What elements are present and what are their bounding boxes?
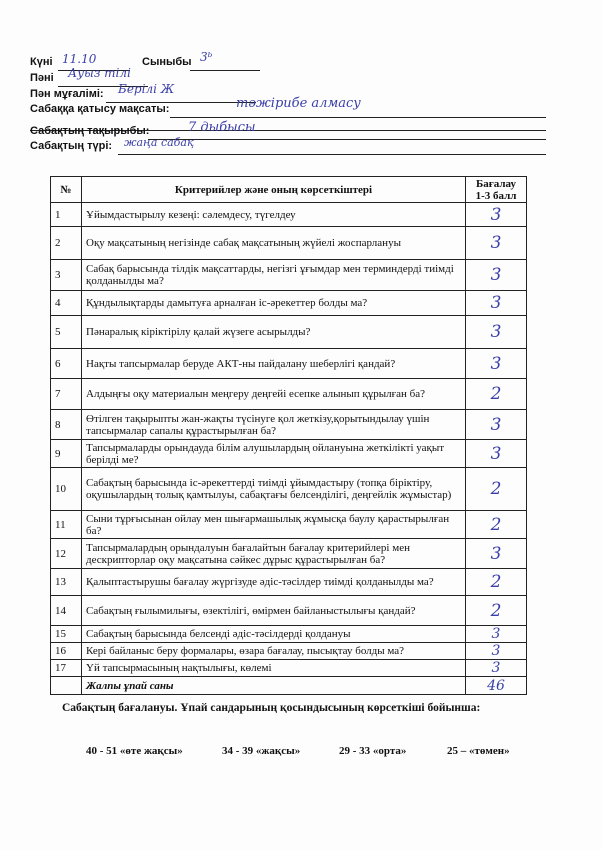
table-row	[51, 660, 527, 677]
table-row	[51, 596, 527, 626]
table-row	[51, 511, 527, 539]
grade-good: 34 - 39 «жақсы»	[222, 745, 301, 757]
class-line	[190, 70, 260, 71]
grade-excellent: 40 - 51 «өте жақсы»	[86, 745, 183, 757]
row-text: Тапсырмаларды орындауда білім алушылардың ойлануына жеткілікті уақыт берілді ме?	[82, 440, 466, 468]
row-score: 3	[466, 227, 527, 260]
purpose-line	[170, 117, 546, 118]
row-text: Сабақтың барысында іс-әрекеттерді тиімді ұйымдастыру (топқа біріктіру, оқушылардың толық қамтылуы, сабақтағы белсенділігі, деңгейлік жұмыстар)	[82, 468, 466, 511]
row-num: 2	[51, 227, 82, 260]
row-num: 8	[51, 410, 82, 440]
row-text: Өтілген тақырыпты жан-жақты түсінуге қол жеткізу,қорытындылау үшін тапсырмалар сапалы құрастырылған ба?	[82, 410, 466, 440]
date-value: 11.10	[62, 52, 97, 66]
grade-low: 25 – «төмен»	[447, 745, 510, 757]
row-num: 3	[51, 260, 82, 291]
topic-label: Сабақтың тақырыбы:	[30, 125, 150, 137]
header-num: №	[51, 177, 82, 203]
row-score: 2	[466, 596, 527, 626]
row-score: 3	[466, 539, 527, 569]
row-score: 3	[466, 260, 527, 291]
row-score: 3	[466, 291, 527, 316]
subject-label: Пәні	[30, 72, 54, 84]
table-row	[51, 468, 527, 511]
row-text: Тапсырмалардың орындалуын бағалайтын бағалау критерийлері мен дескрипторлар оқу мақсатына сәйкес дұрыс құрастырылған ба?	[82, 539, 466, 569]
row-score: 3	[466, 643, 527, 660]
row-text: Сабақтың барысында белсенді әдіс-тәсілдерді қолдануы	[82, 626, 466, 643]
row-score: 3	[466, 316, 527, 349]
table-row	[51, 569, 527, 596]
table-row	[51, 316, 527, 349]
total-label: Жалпы ұпай саны	[82, 677, 466, 695]
row-score: 3	[466, 440, 527, 468]
class-label: Сыныбы	[142, 56, 192, 68]
row-score: 2	[466, 468, 527, 511]
table-row	[51, 227, 527, 260]
topic-value: 7 дыбысы	[188, 120, 256, 135]
row-num: 4	[51, 291, 82, 316]
row-score: 2	[466, 569, 527, 596]
row-score: 3	[466, 349, 527, 379]
date-label: Күні	[30, 56, 53, 68]
type-line	[118, 154, 546, 155]
row-text: Құндылықтарды дамытуға арналған іс-әрекеттер болды ма?	[82, 291, 466, 316]
table-row	[51, 203, 527, 227]
row-num: 16	[51, 643, 82, 660]
row-num: 13	[51, 569, 82, 596]
table-header-row	[51, 177, 527, 203]
row-num: 14	[51, 596, 82, 626]
criteria-table	[50, 176, 527, 695]
row-text: Ұйымдастырылу кезеңі: сәлемдесу, түгелдеу	[82, 203, 466, 227]
total-num-cell	[51, 677, 82, 695]
teacher-label: Пән мұғалімі:	[30, 88, 104, 100]
subject-value: Ауыз тілі	[68, 66, 131, 80]
row-score: 3	[466, 626, 527, 643]
row-text: Оқу мақсатының негізінде сабақ мақсатының жүйелі жоспарлануы	[82, 227, 466, 260]
row-num: 11	[51, 511, 82, 539]
row-num: 12	[51, 539, 82, 569]
teacher-value: Берілі Ж	[118, 82, 175, 96]
purpose-value: тәжірибе алмасу	[236, 96, 361, 111]
row-text: Сабақ барысында тілдік мақсаттарды, негізгі ұғымдар мен терминдерді тиімді қолданылды ма?	[82, 260, 466, 291]
total-row	[51, 677, 527, 695]
row-text: Сабақтың ғылымилығы, өзектілігі, өмірмен байланыстылығы қандай?	[82, 596, 466, 626]
table-row	[51, 410, 527, 440]
row-text: Пәнаралық кіріктірілу қалай жүзеге асырылды?	[82, 316, 466, 349]
table-row	[51, 440, 527, 468]
type-label: Сабақтың түрі:	[30, 140, 113, 152]
row-text: Сыни тұрғысынан ойлау мен шығармашылық жұмысқа баулу қарастырылған ба?	[82, 511, 466, 539]
total-value: 46	[466, 677, 527, 695]
table-row	[51, 379, 527, 410]
row-num: 10	[51, 468, 82, 511]
row-num: 6	[51, 349, 82, 379]
row-text: Алдыңғы оқу материалын меңгеру деңгейі есепке алынып құрылған ба?	[82, 379, 466, 410]
row-text: Үй тапсырмасының нақтылығы, көлемі	[82, 660, 466, 677]
header-score: Бағалау 1-3 балл	[466, 177, 527, 203]
row-num: 17	[51, 660, 82, 677]
grade-average: 29 - 33 «орта»	[339, 745, 407, 757]
row-num: 1	[51, 203, 82, 227]
purpose-label: Сабаққа қатысу мақсаты:	[30, 103, 170, 115]
row-num: 15	[51, 626, 82, 643]
table-row	[51, 539, 527, 569]
topic-line	[148, 139, 546, 140]
row-score: 3	[466, 660, 527, 677]
table-row	[51, 349, 527, 379]
row-text: Нақты тапсырмалар беруде АКТ-ны пайдалану шеберлігі қандай?	[82, 349, 466, 379]
table-row	[51, 643, 527, 660]
row-num: 7	[51, 379, 82, 410]
row-score: 2	[466, 511, 527, 539]
row-num: 9	[51, 440, 82, 468]
row-num: 5	[51, 316, 82, 349]
row-score: 3	[466, 410, 527, 440]
table-row	[51, 626, 527, 643]
class-value: 3ᵇ	[200, 50, 213, 64]
type-value: жаңа сабақ	[124, 136, 194, 149]
table-row	[51, 260, 527, 291]
assessment-title: Сабақтың бағалануы. Ұпай сандарының қосындысының көрсеткіші бойынша:	[62, 702, 481, 714]
row-text: Кері байланыс беру формалары, өзара бағалау, пысықтау болды ма?	[82, 643, 466, 660]
table-row	[51, 291, 527, 316]
row-score: 3	[466, 203, 527, 227]
header-criteria: Критерийлер және оның көрсеткіштері	[82, 177, 466, 203]
row-score: 2	[466, 379, 527, 410]
row-text: Қалыптастырушы бағалау жүргізуде әдіс-тәсілдер тиімді қолданылды ма?	[82, 569, 466, 596]
